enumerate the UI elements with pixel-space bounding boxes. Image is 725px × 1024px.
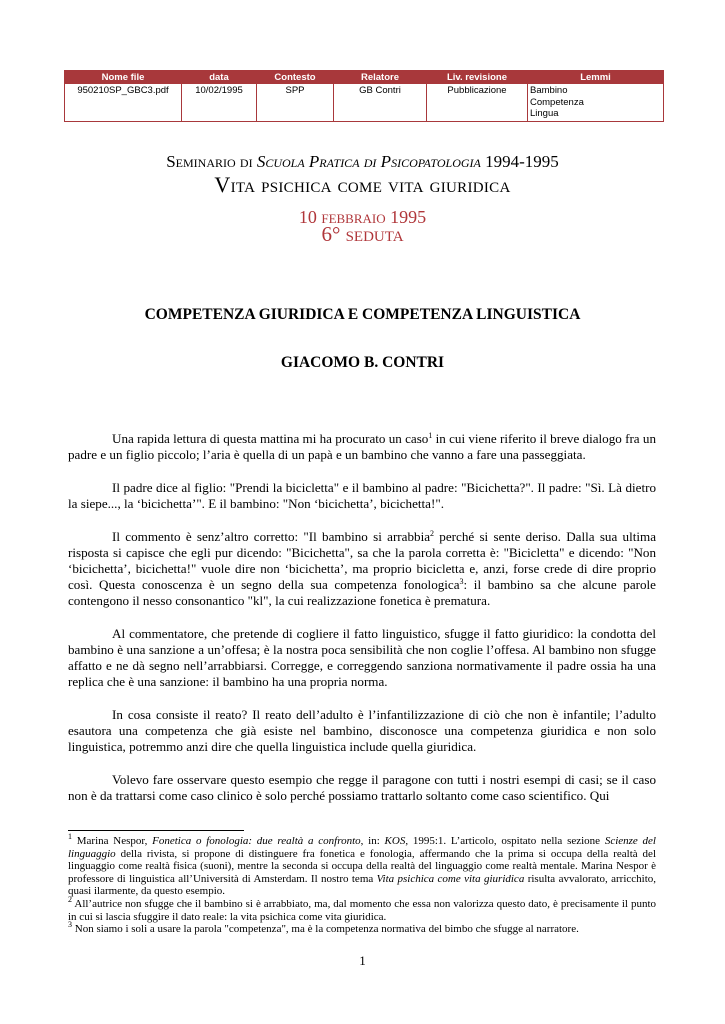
footnotes: [68, 832, 656, 936]
paragraph: [68, 431, 656, 463]
article-author: GIACOMO B. CONTRI: [280, 354, 445, 371]
text-run: risulta avvalorato, arricchito, quasi ilarmente, da questo esempio.: [68, 872, 656, 898]
seminar-name: Scuola Pratica di Psicopatologia: [256, 152, 481, 171]
paragraph: In cosa consiste il reato? Il reato dell’adulto è l’infantilizzazione di ciò che non è infantile; l’adulto esautora una competenza che già esiste nel bambino, disconosce una competenza giuridica e non solo linguistica, potremmo anzi dire che quella linguistica include quella giuridica.: [68, 707, 656, 754]
header-data: data: [182, 71, 257, 84]
header-contesto: Contesto: [257, 71, 334, 84]
cell-file: 950210SP_GBC3.pdf: [65, 84, 182, 122]
header-lemmi: Lemmi: [528, 71, 664, 84]
session-date: 10 febbraio 1995: [298, 207, 427, 227]
metadata-row: [65, 84, 664, 122]
text-run: , in:: [360, 835, 385, 847]
header-liv-revisione: Liv. revisione: [427, 71, 528, 84]
text-run: della rivista, si propone di distinguere fra fonetica e fonologia, affermando che la prima si occupa della realtà del linguaggio come realtà fisica (suoni), mentre la seconda si occupa della realtà del linguaggio come realtà mentale. Marina Nespor è professore di linguistica all’Università di Amsterdam. Il nostro tema: [68, 847, 656, 885]
footnote-separator: [68, 830, 244, 831]
footnote-2: [68, 894, 656, 923]
footnote-ref[interactable]: 3: [459, 577, 464, 586]
footnote-number: 1: [68, 832, 72, 841]
cell-revision: Pubblicazione: [427, 84, 528, 122]
text-run: perché si sente deriso. Dalla sua ultima risposta si capisce che egli pur dicendo: "Bicichetta", sa che la parola corretta è: "Bicicletta" e dicendo: "Non ‘bicichetta’, bicichetta!" vuole dire non ‘bicichetta’, ma proprio bicicletta e, anzi, forse crede di dire proprio così. Questa conoscenza è un segno della sua competenza fonologica: [68, 529, 657, 592]
header-nome-file: Nome file: [65, 71, 182, 84]
paragraph: [68, 529, 656, 609]
cell-lemmi: [528, 84, 664, 122]
cell-context: SPP: [257, 84, 334, 122]
text-run: All’autrice non sfugge che il bambino si è arrabbiato, ma, dal momento che essa non valorizza questo dato, è precisamente il punto in cui si lascia sfuggire il dato reale: la vita psichica come vita giuridica.: [68, 897, 656, 923]
footnote-1: [68, 832, 656, 898]
seminar-prefix: Seminario di: [166, 152, 253, 171]
text-run: in cui viene riferito il breve dialogo fra un padre e un figlio piccolo; l’aria è quella di un papà e un bambino che vanno a fare una passeggiata.: [68, 431, 656, 462]
text-run: : il bambino sa che alcune parole contengono il nesso consonantico "kl", la cui realizzazione fonetica è prematura.: [68, 577, 656, 608]
paragraph: Volevo fare osservare questo esempio che regge il paragone con tutti i nostri esempi di casi; se il caso non è da trattarsi come caso clinico è solo perché possiamo trattarlo soltanto come caso scientifico. Qui: [68, 772, 656, 803]
cited-theme: Vita psichica come vita giuridica: [376, 872, 525, 885]
footnote-ref[interactable]: 2: [430, 529, 435, 538]
header-relatore: Relatore: [334, 71, 427, 84]
lemma-item: Lingua: [530, 108, 559, 119]
cell-speaker: GB Contri: [334, 84, 427, 122]
cited-journal: KOS: [384, 835, 406, 847]
seminar-line: [0, 152, 725, 172]
cited-title: Fonetica o fonologia: due realtà a confronto: [152, 835, 361, 847]
footnote-ref[interactable]: 1: [428, 431, 433, 440]
cell-date: 10/02/1995: [182, 84, 257, 122]
footnote-3: [68, 920, 656, 936]
page-number: 1: [359, 953, 366, 968]
text-run: Marina Nespor,: [72, 835, 153, 847]
lemma-item: Bambino: [530, 85, 568, 96]
series-title: Vita psichica come vita giuridica: [214, 172, 511, 197]
seminar-years: 1994-1995: [485, 152, 559, 171]
footnote-number: 2: [68, 894, 72, 904]
paragraph: Al commentatore, che pretende di cogliere il fatto linguistico, sfugge il fatto giuridico: la condotta del bambino è una sanzione a un’offesa; è la nostra poca sensibilità che non coglie l’offesa. Al bambino non sfugge affatto e ne dà segno nell’arrabbiarsi. Corregge, e correggendo sanziona normativamente il padre ossia ha una replica che è una sanzione: il bambino ha una propria norma.: [68, 626, 656, 689]
session-number: 6° seduta: [321, 222, 404, 246]
text-run: Non siamo i soli a usare la parola "competenza", ma è la competenza normativa del bimbo che sfugge al narratore.: [72, 923, 579, 936]
article-title: COMPETENZA GIURIDICA E COMPETENZA LINGUISTICA: [144, 306, 581, 323]
lemma-item: Competenza: [530, 96, 584, 108]
article-body: [68, 431, 656, 821]
text-run: , 1995:1. L’articolo, ospitato nella sezione: [405, 835, 605, 847]
footnote-number: 3: [68, 920, 72, 930]
cited-section: Scienze del linguaggio: [68, 835, 656, 860]
document-metadata-table: [64, 70, 664, 122]
paragraph: Il padre dice al figlio: "Prendi la bicicletta" e il bambino al padre: "Bicichetta?". Il padre: "Sì. Là dietro la siepe..., la ‘bicichetta’". E il bambino: "Non ‘bicichetta’, bicichetta!".: [68, 480, 656, 511]
text-run: Il commento è senz’altro corretto: "Il bambino si arrabbia: [112, 529, 431, 544]
text-run: Una rapida lettura di questa mattina mi ha procurato un caso: [112, 431, 429, 446]
metadata-header-row: [65, 71, 664, 84]
